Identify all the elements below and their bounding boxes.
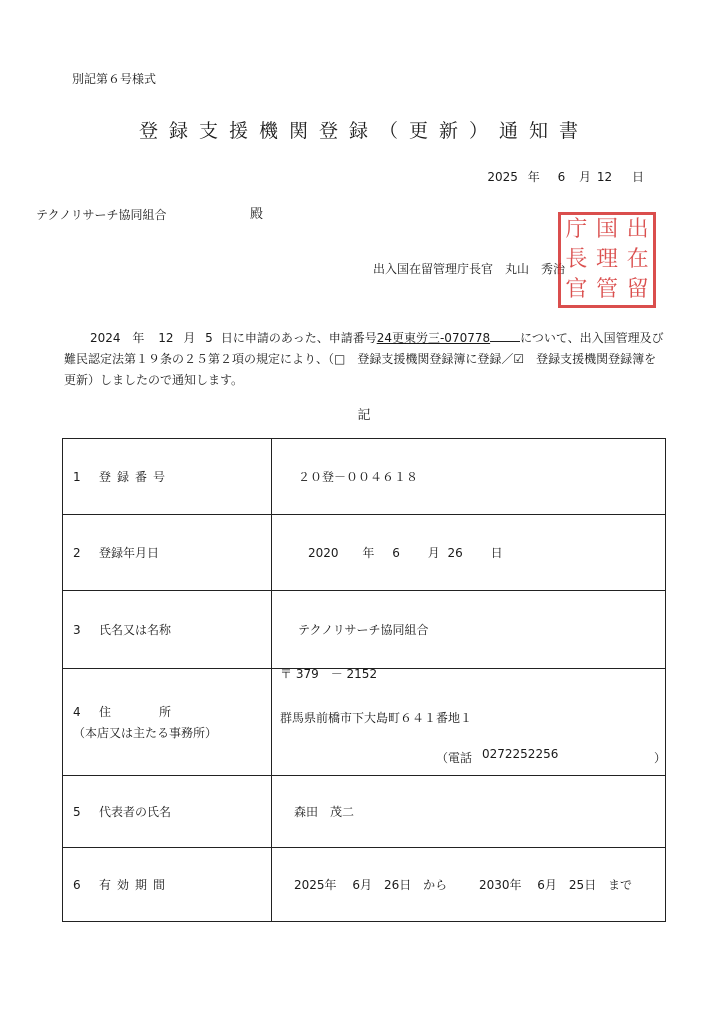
seal-char: 留 [626, 277, 649, 302]
representative-name-value: 森田 茂二 [294, 805, 355, 819]
notice-date-day: 12 [596, 170, 613, 184]
notice-body-paragraph [64, 328, 664, 391]
row2-number: 2 [73, 546, 81, 560]
addressee-name: テクノリサーチ協同組合 [36, 208, 167, 222]
seal-char: 国 [595, 217, 618, 242]
body-year-unit: 年 [132, 331, 145, 345]
table-row-name [63, 591, 666, 669]
validity-to-date: 2030年 6月 25日 [478, 878, 597, 892]
body-month: 12 [158, 331, 174, 345]
body-text-part1: 日に申請のあった、申請番号 [220, 331, 377, 345]
body-day: 5 [205, 331, 213, 345]
seal-char: 官 [565, 277, 588, 302]
row1-label-cell [63, 439, 272, 515]
row4-label: 住 所 [99, 705, 172, 719]
addressee-honorific: 殿 [250, 207, 264, 222]
seal-char: 長 [565, 247, 588, 272]
registration-details-table [62, 438, 666, 922]
ki-heading: 記 [357, 408, 371, 423]
row1-number: 1 [73, 470, 81, 484]
official-seal-stamp [558, 212, 656, 308]
notice-date-month: 6 [557, 170, 566, 184]
row5-label: 代表者の氏名 [99, 805, 172, 819]
row6-label-cell [63, 848, 272, 922]
notice-date-month-unit: 月 [579, 170, 592, 184]
registration-number-value: ２０登－００４６１８ [298, 470, 419, 484]
seal-char: 理 [595, 247, 618, 272]
row5-number: 5 [73, 805, 81, 819]
underline-filler [490, 331, 520, 342]
validity-from-word: から [423, 878, 448, 892]
row2-value-cell [272, 515, 666, 591]
registration-date-month-unit: 月 [427, 546, 440, 560]
table-row-registration-date [63, 515, 666, 591]
seal-char: 庁 [565, 217, 588, 242]
table-row-address [63, 669, 666, 776]
seal-char: 在 [626, 247, 649, 272]
notice-date-year: 2025 [487, 170, 518, 184]
table-row-validity-period [63, 848, 666, 922]
registration-date-year: 2020 [308, 546, 339, 560]
row4-number: 4 [73, 705, 81, 719]
row4-sublabel: （本店又は主たる事務所） [73, 726, 218, 740]
seal-char: 管 [595, 277, 618, 302]
body-year: 2024 [90, 331, 121, 345]
issuer-name: 出入国在留管理庁長官 丸山 秀治 [373, 262, 566, 276]
notice-date-year-unit: 年 [527, 170, 540, 184]
seal-char: 出 [626, 217, 649, 242]
row3-label: 氏名又は名称 [99, 623, 172, 637]
address-value: 群馬県前橋市下大島町６４１番地１ [280, 711, 473, 725]
tel-close-label: ） [654, 751, 667, 765]
application-number: 24更東労三-070778 [376, 331, 491, 345]
organization-name-value: テクノリサーチ協同組合 [298, 623, 429, 637]
row3-value-cell [272, 591, 666, 669]
table-row-registration-number [63, 439, 666, 515]
notice-date-day-unit: 日 [631, 170, 644, 184]
table-row-representative [63, 776, 666, 848]
registration-date-month: 6 [392, 546, 400, 560]
body-month-unit: 月 [183, 331, 196, 345]
row1-value-cell [272, 439, 666, 515]
document-title: 登録支援機関登録（更新）通知書 [138, 120, 589, 142]
row4-label-cell [63, 669, 272, 776]
validity-to-word: まで [608, 878, 633, 892]
row6-number: 6 [73, 878, 81, 892]
row4-value-cell [272, 669, 666, 776]
postal-code: 〒 379 － 2152 [280, 667, 378, 681]
row2-label-cell [63, 515, 272, 591]
row2-label: 登録年月日 [99, 546, 160, 560]
registration-date-day: 26 [447, 546, 463, 560]
validity-from-date: 2025年 6月 26日 [294, 878, 412, 892]
form-number-label: 別記第６号様式 [72, 72, 157, 86]
row5-value-cell [272, 776, 666, 848]
row6-value-cell [272, 848, 666, 922]
row3-label-cell [63, 591, 272, 669]
registration-date-day-unit: 日 [490, 546, 503, 560]
body-text-part2: について、出入国管理及び難民認定法第１９条の２５第２項の規定により、（□ 登録支援機関登録簿に登録／☑ 登録支援機関登録簿を更新）しましたので通知します。 [64, 331, 664, 387]
row5-label-cell [63, 776, 272, 848]
registration-date-year-unit: 年 [362, 546, 375, 560]
row3-number: 3 [73, 623, 81, 637]
tel-open-label: （電話 [436, 751, 473, 765]
row1-label: 登録番号 [99, 470, 172, 484]
notice-date [487, 168, 644, 185]
row6-label: 有効期間 [99, 878, 172, 892]
tel-number: 0272252256 [482, 747, 559, 761]
